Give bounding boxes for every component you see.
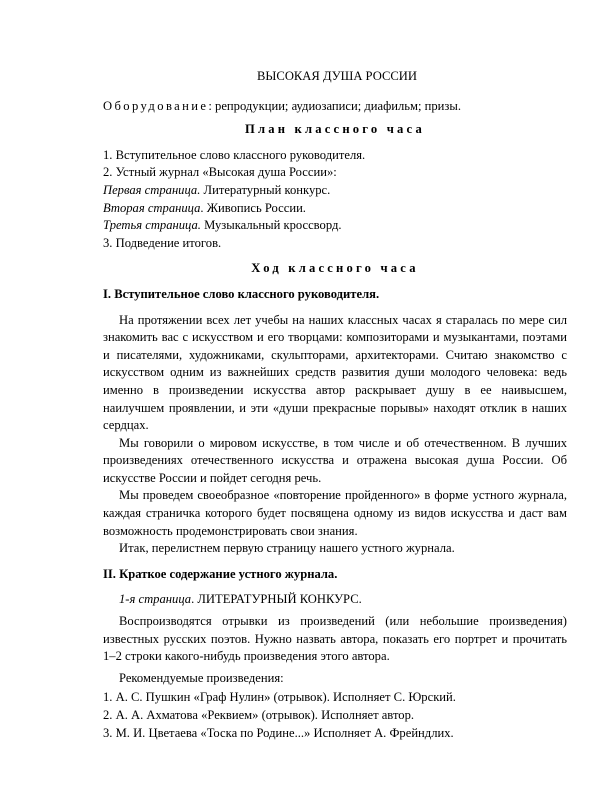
plan-item-text: 3. Подведение итогов. (103, 235, 222, 250)
plan-item (103, 182, 567, 200)
part1-heading: I. Вступительное слово классного руководителя. (103, 286, 380, 301)
part2-heading: II. Краткое содержание устного журнала. (103, 566, 338, 581)
plan-list (103, 147, 567, 253)
equipment-label: Оборудование (103, 98, 209, 113)
work-item: 3. М. И. Цветаева «Тоска по Родине...» Исполняет А. Фрейндлих. (103, 725, 454, 740)
document-page (103, 68, 567, 742)
plan-item (103, 164, 567, 182)
equipment-text: : репродукции; аудиозаписи; диафильм; призы. (208, 98, 461, 113)
page1-label: 1-я страница (119, 592, 192, 607)
works-list (103, 689, 567, 742)
plan-item-prefix: Вторая страница (103, 200, 201, 215)
plan-item (103, 200, 567, 218)
page1-title: . ЛИТЕРАТУРНЫЙ КОНКУРС. (191, 592, 362, 607)
plan-item (103, 217, 567, 235)
plan-item-prefix: Третья страница. (103, 218, 201, 233)
plan-item-text: 2. Устный журнал «Высокая душа России»: (103, 165, 337, 180)
page1-title-line (103, 591, 567, 609)
part1-paragraph: Итак, перелистнем первую страницу нашего устного журнала. (119, 541, 455, 556)
work-item: 1. А. С. Пушкин «Граф Нулин» (отрывок). Исполняет С. Юрский. (103, 690, 456, 705)
work-item: 2. А. А. Ахматова «Реквием» (отрывок). Исполняет автор. (103, 708, 415, 722)
part1-paragraph: На протяжении всех лет учебы на наших классных часах я старалась по мере сил знакомить вас с искусством и его творцами: композиторами и музыкантами, поэтами и писателями, художниками, скульпторами, архитекторами. Считаю знакомство с искусством одним из важнейших средств развития души молодого человека: ведь именно в произведении искусства автор раскрывает душу в ее наивысшем, наилучшем проявлении, и эти «души прекрасные порывы» находят отклик в наших сердцах. (103, 312, 567, 433)
plan-item (103, 235, 567, 253)
part1-paragraph: Мы говорили о мировом искусстве, в том числе и об отечественном. В лучших произведениях отечественного искусства и отражена высокая душа России. Об искусстве России и пойдет сегодня речь. (103, 435, 567, 485)
plan-item-text: 1. Вступительное слово классного руководителя. (103, 147, 366, 162)
plan-heading: План классного часа (244, 122, 425, 137)
plan-item-text: Музыкальный кроссворд. (200, 218, 342, 233)
recommended-label: Рекомендуемые произведения: (119, 670, 284, 685)
part2-paragraph: Воспроизводятся отрывки из произведений (или небольшие произведения) известных русских поэтов. Нужно назвать автора, показать его портрет и прочитать 1–2 строки какого-нибудь произведения этого автора. (103, 614, 567, 664)
document-title: ВЫСОКАЯ ДУША РОССИИ (257, 69, 417, 83)
part1-paragraph: Мы проведем своеобразное «повторение пройденного» в форме устного журнала, каждая страничка которого будет посвящена одному из видов искусства и даст вам возможность продемонстрировать свои знания. (103, 488, 567, 538)
course-heading: Ход классного часа (251, 261, 419, 276)
plan-item (103, 147, 567, 165)
plan-item-text: Литературный конкурс. (200, 182, 331, 197)
equipment-line (103, 98, 567, 116)
plan-item-prefix: Первая страница. (103, 182, 201, 197)
plan-item-text: . Живопись России. (200, 200, 306, 215)
